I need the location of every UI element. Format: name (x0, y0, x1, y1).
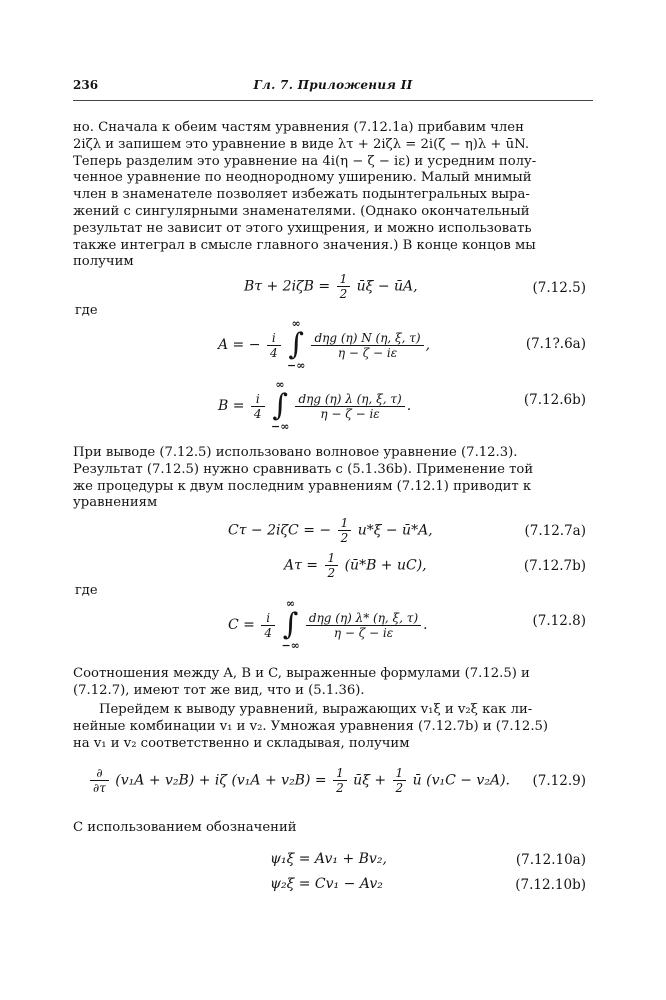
equation-7-12-7a: Cτ − 2iζC = − $\frac{1}{2}$ u*ξ − ū*A, (228, 516, 433, 545)
equation-7-12-10a: ψ₁ξ = Av₁ + Bv₂, (270, 851, 387, 867)
fraction: $\frac{1}{2}$ (337, 272, 351, 301)
fraction: $\frac{i}{4}$ (261, 611, 275, 640)
header-rule (73, 100, 593, 101)
fraction: $\frac{1}{2}$ (338, 516, 352, 545)
integrand: $\frac{\text{dηg (η) λ (η, ξ, τ)}}{\eta - \zeta - i\varepsilon}$ (295, 392, 404, 421)
equation-7-12-6a: A = − $\frac{i}{4}$ ∞ ∫ −∞ $\frac{\text{dηg (η) N (η, ξ, τ)}}{\eta - \zeta - i\varepsilon}$ , (218, 317, 431, 372)
running-header (73, 78, 593, 98)
fraction: $\frac{i}{4}$ (267, 331, 281, 360)
where-label-1: где (75, 303, 98, 318)
equation-number-7-12-8: (7.12.8) (532, 613, 586, 629)
integrand: $\frac{\text{dηg (η) N (η, ξ, τ)}}{\eta - \zeta - i\varepsilon}$ (311, 331, 423, 360)
equation-number-7-12-5: (7.12.5) (532, 280, 586, 296)
integral-sign: ∞ ∫ −∞ (281, 597, 300, 652)
paragraph-5: С использованием обозначений (73, 820, 297, 835)
equation-number-7-12-7a: (7.12.7a) (524, 523, 586, 539)
equation-7-12-8: C = $\frac{i}{4}$ ∞ ∫ −∞ $\frac{\text{dηg (η) λ* (η, ξ, τ)}}{\eta - \zeta - i\varepsilon}$ . (228, 597, 428, 652)
equation-number-7-12-6b: (7.12.6b) (523, 392, 586, 408)
equation-number-7-12-9: (7.12.9) (532, 773, 586, 789)
page-number: 236 (73, 78, 99, 92)
fraction: $\frac{i}{4}$ (251, 392, 265, 421)
integral-sign: ∞ ∫ −∞ (287, 317, 306, 372)
equation-number-7-12-6a: (7.1?.6a) (525, 336, 586, 352)
equation-7-12-5: Bτ + 2iζB = $\frac{1}{2}$ ūξ − ūA, (244, 272, 418, 301)
equation-7-12-7b: Aτ = $\frac{1}{2}$ (ū*B + uC), (284, 551, 427, 580)
fraction: $\frac{1}{2}$ (393, 766, 407, 795)
paragraph-3: Соотношения между A, B и C, выраженные формулами (7.12.5) и (7.12.7), имеют тот же вид, что и (5.1.36). (73, 666, 530, 698)
equation-number-7-12-7b: (7.12.7b) (523, 558, 586, 574)
equation-7-12-10b: ψ₂ξ = Cv₁ − Av₂ (270, 876, 383, 892)
running-title: Гл. 7. Приложения II (253, 78, 413, 92)
fraction: $\frac{1}{2}$ (325, 551, 339, 580)
paragraph-4: Перейдем к выводу уравнений, выражающих v₁ξ и v₂ξ как ли- нейные комбинации v₁ и v₂. Умножая уравнения (7.12.7b) и (7.12.5) на v₁ и v₂ соответственно и складывая, получим (73, 702, 549, 751)
where-label-2: где (75, 583, 98, 598)
equation-number-7-12-10b: (7.12.10b) (515, 877, 586, 893)
equation-7-12-6b: B = $\frac{i}{4}$ ∞ ∫ −∞ $\frac{\text{dηg (η) λ (η, ξ, τ)}}{\eta - \zeta - i\varepsilon}$ . (218, 378, 412, 433)
fraction: $\frac{1}{2}$ (333, 766, 347, 795)
paragraph-1: но. Сначала к обеим частям уравнения (7.12.1a) прибавим член 2iζλ и запишем это уравнение в виде λτ + 2iζλ = 2i(ζ − η)λ + ūN. Теперь разделим это уравнение на 4i(η − ζ − iε) и усредним полу- ченное уравнение по неоднородному уширению. Малый мнимый член в знаменателе позволяет избежать подынтегральных выра- жений с сингулярными знаменателями. (Однако окончательный результат не зависит от этого ухищрения, и можно использовать также интеграл в смысле главного значения.) В конце концов мы получим (73, 120, 537, 270)
equation-number-7-12-10a: (7.12.10a) (515, 852, 586, 868)
derivative: $\frac{\partial}{\partial\tau}$ (90, 766, 109, 795)
integral-sign: ∞ ∫ −∞ (271, 378, 290, 433)
equation-7-12-9: $\frac{\partial}{\partial\tau}$ (v₁A + v₂B) + iζ (v₁A + v₂B) = $\frac{1}{2}$ ūξ + $\frac{1}{2}$ ū (v₁C − v₂A). (88, 766, 510, 795)
integrand: $\frac{\text{dηg (η) λ* (η, ξ, τ)}}{\eta - \zeta - i\varepsilon}$ (306, 611, 421, 640)
paragraph-2: При выводе (7.12.5) использовано волновое уравнение (7.12.3). Результат (7.12.5) нужно сравнивать с (5.1.36b). Применение той же процедуры к двум последним уравнениям (7.12.1) приводит к уравнениям (73, 445, 534, 511)
